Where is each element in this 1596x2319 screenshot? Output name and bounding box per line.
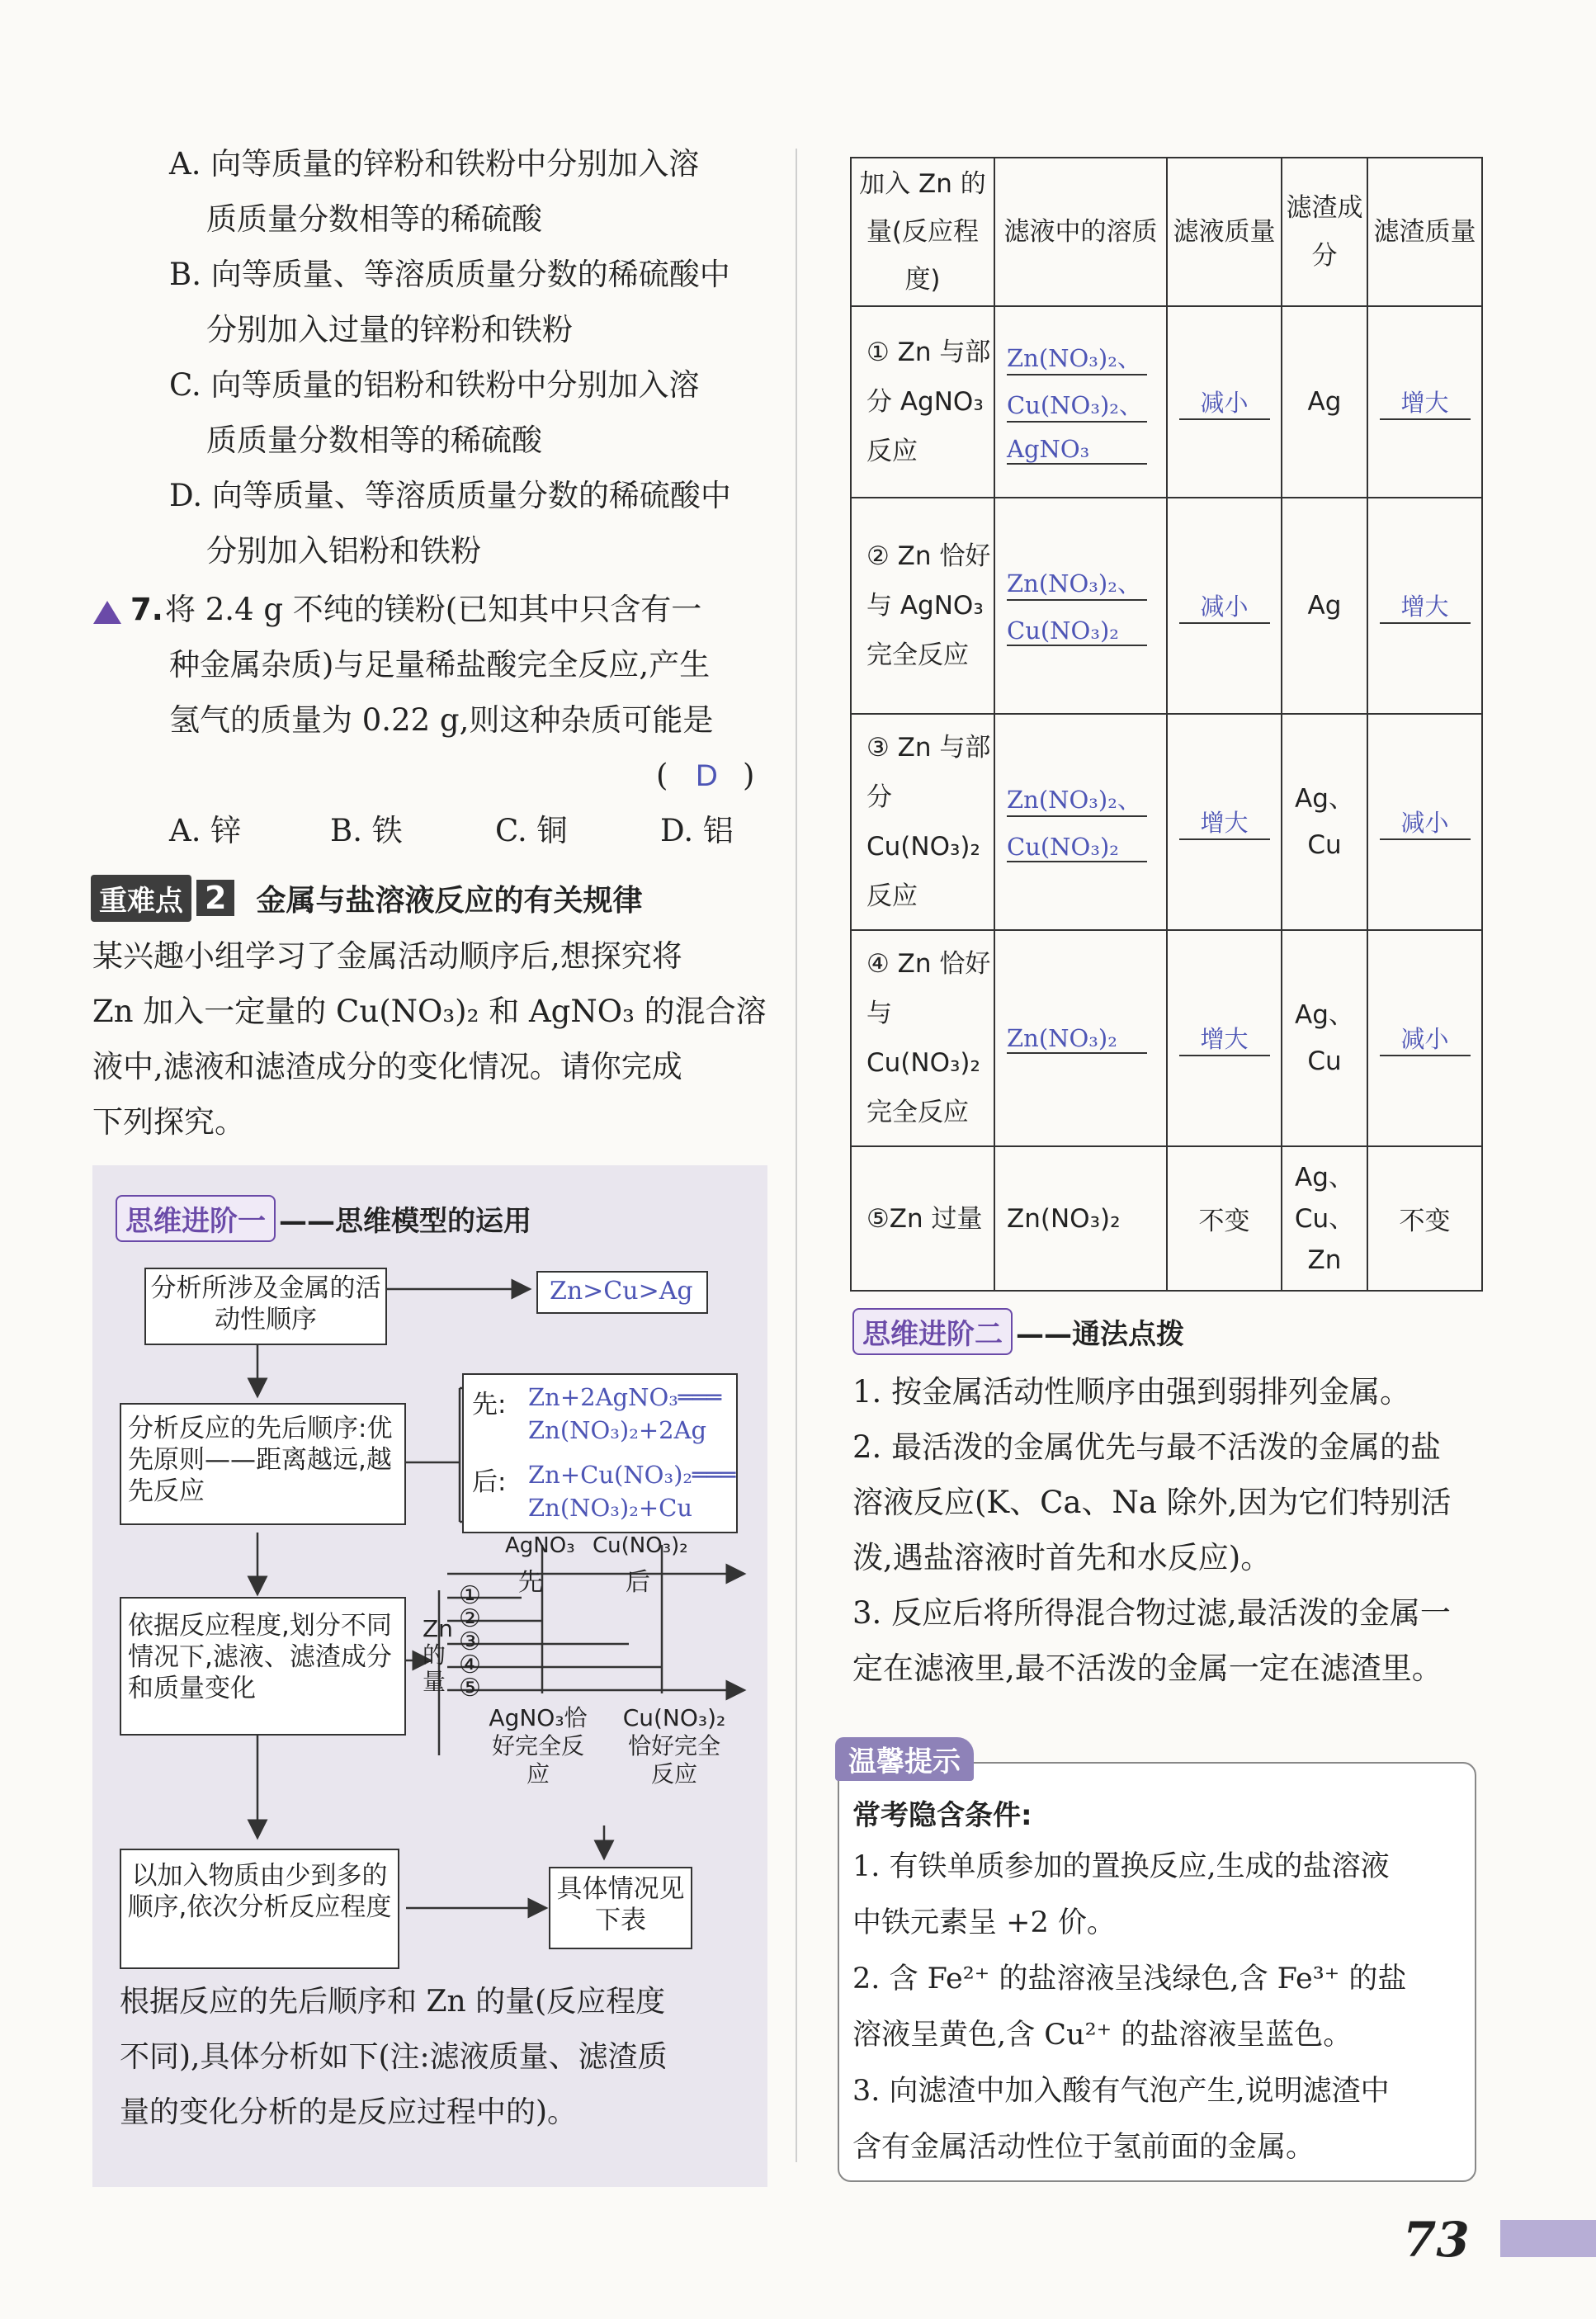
think2-point2-line3: 泼,遇盐溶液时首先和水反应)。 xyxy=(852,1540,1272,1575)
answer-paren-close: ) xyxy=(743,758,755,793)
seq-agno3: AgNO₃ xyxy=(505,1533,575,1558)
q7-choice-c: C. 铜 xyxy=(495,813,568,848)
table-row xyxy=(851,930,1482,1146)
tip-line4: 溶液呈黄色,含 Cu²⁺ 的盐溶液呈蓝色。 xyxy=(852,2019,1353,2052)
equation-2b: Zn(NO₃)₂+Cu xyxy=(528,1494,693,1522)
later-label: 后: xyxy=(472,1467,507,1497)
header-zn-amount: 加入 Zn 的量(反应程度) xyxy=(851,158,994,306)
residue-mass-value: 减小 xyxy=(1380,805,1471,840)
table-row xyxy=(851,498,1482,714)
solute-value: Zn(NO₃)₂、 xyxy=(1007,340,1147,375)
section-number: 2 xyxy=(196,880,234,916)
think2-point2-line1: 2. 最活泼的金属优先与最不活泼的金属的盐 xyxy=(852,1429,1442,1465)
after-flow-line2: 不同),具体分析如下(注:滤液质量、滤渣质 xyxy=(120,2040,668,2074)
flow-box-degree: 依据反应程度,划分不同情况下,滤液、滤渣成分和质量变化 xyxy=(120,1597,406,1736)
intro-line2: Zn 加入一定量的 Cu(NO₃)₂ 和 AgNO₃ 的混合溶 xyxy=(92,994,767,1029)
case-cell: ② Zn 恰好与 AgNO₃ 完全反应 xyxy=(851,498,994,714)
bottom-agno3-note: AgNO₃恰好完全反应 xyxy=(489,1704,588,1788)
think2-tag: 思维进阶二 xyxy=(852,1308,1013,1355)
residue-value: Ag、Cu、Zn xyxy=(1282,1146,1367,1291)
solute-value: Zn(NO₃)₂ xyxy=(1007,1024,1147,1054)
solute-value: Cu(NO₃)₂、 xyxy=(1007,387,1147,423)
case-cell: ③ Zn 与部分 Cu(NO₃)₂ 反应 xyxy=(851,714,994,930)
solute-value: Zn(NO₃)₂、 xyxy=(1007,782,1147,817)
flow-box-activity: 分析所涉及金属的活动性顺序 xyxy=(144,1268,387,1345)
header-liquid-mass: 滤液质量 xyxy=(1167,158,1282,306)
tip-line6: 含有金属活动性位于氢前面的金属。 xyxy=(852,2131,1315,2164)
table-header-row xyxy=(851,158,1482,306)
header-residue: 滤渣成分 xyxy=(1282,158,1367,306)
equation-2a: Zn+Cu(NO₃)₂═══ xyxy=(528,1461,736,1489)
think2-point2-line2: 溶液反应(K、Ca、Na 除外,因为它们特别活 xyxy=(852,1485,1452,1520)
liquid-mass-value: 减小 xyxy=(1179,588,1270,624)
page-number: 73 xyxy=(1403,2212,1470,2268)
liquid-mass-value: 增大 xyxy=(1179,1021,1270,1056)
after-flow-line1: 根据反应的先后顺序和 Zn 的量(反应程度 xyxy=(120,1985,666,2019)
flow-box-see-table: 具体情况见下表 xyxy=(549,1867,692,1949)
flow-box-sequence: 以加入物质由少到多的顺序,依次分析反应程度 xyxy=(120,1849,399,1969)
mark-3: ③ xyxy=(459,1627,481,1656)
table-row xyxy=(851,306,1482,498)
equation-1a: Zn+2AgNO₃═══ xyxy=(528,1383,722,1411)
table-row xyxy=(851,1146,1482,1291)
tip-line1: 1. 有铁单质参加的置换反应,生成的盐溶液 xyxy=(852,1850,1390,1883)
analysis-table xyxy=(850,157,1483,1292)
think2-title: ——通法点拨 xyxy=(1016,1318,1184,1351)
intro-line3: 液中,滤液和滤渣成分的变化情况。请你完成 xyxy=(92,1049,682,1084)
solute-value: Cu(NO₃)₂ xyxy=(1007,833,1147,862)
residue-value: Ag xyxy=(1282,498,1367,714)
q7-line2: 种金属杂质)与足量稀盐酸完全反应,产生 xyxy=(169,647,711,682)
think1-title: ——思维模型的运用 xyxy=(279,1205,531,1238)
question-number: 7. xyxy=(130,592,163,627)
q7-line1: 将 2.4 g 不纯的镁粉(已知其中只含有一 xyxy=(165,592,702,627)
solute-cell xyxy=(994,498,1167,714)
case-cell: ① Zn 与部分 AgNO₃ 反应 xyxy=(851,306,994,498)
option-c-line2: 质质量分数相等的稀硫酸 xyxy=(206,423,542,458)
seq-later: 后 xyxy=(626,1568,650,1597)
seq-first: 先 xyxy=(518,1568,543,1597)
option-d-line1: D. 向等质量、等溶质质量分数的稀硫酸中 xyxy=(169,478,731,513)
residue-value: Ag、Cu xyxy=(1282,930,1367,1146)
flow-box-order: 分析反应的先后顺序:优先原则——距离越远,越先反应 xyxy=(120,1403,406,1525)
q7-choice-d: D. 铝 xyxy=(660,813,734,848)
mark-2: ② xyxy=(459,1604,481,1633)
section-title: 金属与盐溶液反应的有关规律 xyxy=(256,883,643,918)
solute-value: AgNO₃ xyxy=(1007,435,1147,465)
option-b-line2: 分别加入过量的锌粉和铁粉 xyxy=(206,312,573,347)
seq-cuno3: Cu(NO₃)₂ xyxy=(593,1533,688,1558)
flow-order-answer: Zn>Cu>Ag xyxy=(536,1271,708,1314)
table-row xyxy=(851,714,1482,930)
equation-1b: Zn(NO₃)₂+2Ag xyxy=(528,1416,707,1444)
think1-tag: 思维进阶一 xyxy=(116,1195,276,1242)
tips-title: 常考隐含条件: xyxy=(852,1799,1032,1832)
after-flow-line3: 量的变化分析的是反应过程中的)。 xyxy=(120,2095,578,2129)
q7-choice-b: B. 铁 xyxy=(330,813,403,848)
option-a-line2: 质质量分数相等的稀硫酸 xyxy=(206,201,542,237)
residue-value: Ag xyxy=(1282,306,1367,498)
option-c-line1: C. 向等质量的铝粉和铁粉中分别加入溶 xyxy=(169,367,700,403)
mark-5: ⑤ xyxy=(459,1674,481,1703)
solute-cell: Zn(NO₃)₂ xyxy=(994,1146,1167,1291)
bottom-cuno3-note: Cu(NO₃)₂恰好完全反应 xyxy=(622,1704,726,1788)
tip-line3: 2. 含 Fe²⁺ 的盐溶液呈浅绿色,含 Fe³⁺ 的盐 xyxy=(852,1962,1407,1995)
mark-1: ① xyxy=(459,1581,481,1610)
option-b-line1: B. 向等质量、等溶质质量分数的稀硫酸中 xyxy=(169,257,730,292)
column-divider xyxy=(796,149,797,2162)
solute-value: Zn(NO₃)₂、 xyxy=(1007,565,1147,601)
residue-mass-value: 不变 xyxy=(1367,1146,1482,1291)
q7-choice-a: A. 锌 xyxy=(169,813,242,848)
tip-line5: 3. 向滤渣中加入酸有气泡产生,说明滤渣中 xyxy=(852,2075,1390,2108)
header-residue-mass: 滤渣质量 xyxy=(1367,158,1482,306)
section-tag: 重难点 xyxy=(91,875,191,922)
option-a-line1: A. 向等质量的锌粉和铁粉中分别加入溶 xyxy=(169,146,700,182)
intro-line1: 某兴趣小组学习了金属活动顺序后,想探究将 xyxy=(92,938,682,974)
residue-mass-value: 增大 xyxy=(1380,588,1471,624)
residue-mass-value: 减小 xyxy=(1380,1021,1471,1056)
think2-point1: 1. 按金属活动性顺序由强到弱排列金属。 xyxy=(852,1374,1411,1410)
case-cell: ⑤Zn 过量 xyxy=(851,1146,994,1291)
case-cell: ④ Zn 恰好与 Cu(NO₃)₂ 完全反应 xyxy=(851,930,994,1146)
page-number-bar xyxy=(1500,2220,1596,2257)
zn-amount-label: Zn的量 xyxy=(423,1615,453,1695)
mark-4: ④ xyxy=(459,1651,481,1679)
solute-value: Cu(NO₃)₂ xyxy=(1007,616,1147,646)
solute-cell xyxy=(994,714,1167,930)
think2-header xyxy=(852,1308,1184,1355)
solute-cell xyxy=(994,306,1167,498)
q7-answer: D xyxy=(696,758,718,792)
liquid-mass-value: 减小 xyxy=(1179,385,1270,420)
q7-line3: 氢气的质量为 0.22 g,则这种杂质可能是 xyxy=(169,702,714,738)
difficulty-triangle-icon xyxy=(93,601,121,624)
liquid-mass-value: 增大 xyxy=(1179,805,1270,840)
think2-point3-line1: 3. 反应后将所得混合物过滤,最活泼的金属一 xyxy=(852,1595,1451,1631)
option-d-line2: 分别加入铝粉和铁粉 xyxy=(206,533,481,569)
section-header xyxy=(91,875,642,921)
answer-paren-open: ( xyxy=(656,758,668,793)
header-solute: 滤液中的溶质 xyxy=(994,158,1167,306)
first-label: 先: xyxy=(472,1390,507,1419)
think2-point3-line2: 定在滤液里,最不活泼的金属一定在滤渣里。 xyxy=(852,1651,1443,1686)
solute-cell xyxy=(994,930,1167,1146)
residue-mass-value: 增大 xyxy=(1380,385,1471,420)
residue-value: Ag、Cu xyxy=(1282,714,1367,930)
intro-line4: 下列探究。 xyxy=(92,1104,245,1140)
tips-tag: 温馨提示 xyxy=(835,1737,974,1781)
liquid-mass-value: 不变 xyxy=(1167,1146,1282,1291)
tip-line2: 中铁元素呈 +2 价。 xyxy=(852,1906,1116,1939)
